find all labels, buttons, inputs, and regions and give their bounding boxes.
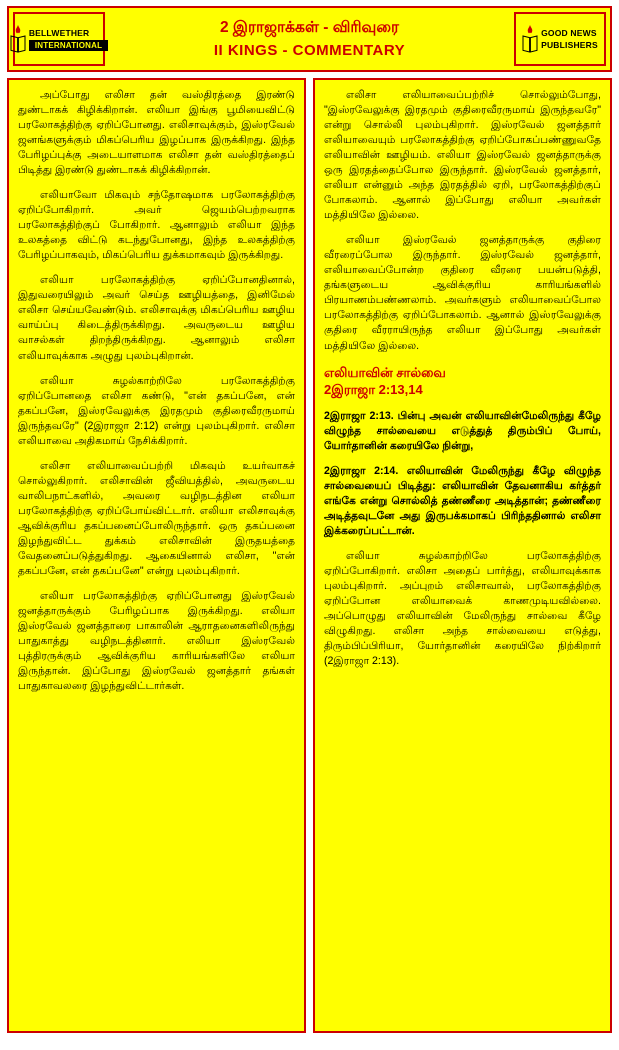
page-title-tamil: 2 இராஜாக்கள் - விரிவுரை [219, 19, 400, 37]
paragraph: எலியா பரலோகத்திற்கு ஏறிப்போனதினால், இதுவரையிலும் அவர் செய்த ஊழியத்தை, இனிமேல் எலிசா செய்யவேண்டும். எலிசாவுக்கு மிகப்பெரிய ஊழிய வாய்ப்பு கிடைத்திருக்கிறது. அவருடைய ஊழிய வாசல்கள் திறந்திருக்கிறது. ஆனாலும் எலிசா எலியாவுக்காக அழுது புலம்புகிறான். [18, 274, 295, 362]
logo-left-line2: INTERNATIONAL [29, 40, 108, 51]
publisher-logo-right [514, 12, 606, 66]
content-columns [7, 78, 612, 1033]
section-heading-title: எலியாவின் சால்வை [324, 364, 446, 380]
paragraph: எலியாவோ மிகவும் சந்தோஷமாக பரலோகத்திற்கு ஏறிப்போகிறார். அவர் ஜெயம்பெற்றவராக பரலோகத்திற்குப் போகிறார். ஆனாலும் எலியா இந்த உலகத்தை விட்டு கடந்துபோனது, இந்த உலகத்திற்கு பேரிழப்பாகவும், மிகப்பெரிய துக்கமாகவும் இருக்கிறது. [18, 189, 295, 262]
paragraph: எலியா சுழல்காற்றிலே பரலோகத்திற்கு ஏறிப்போகிறார். எலிசா அதைப் பார்த்து, எலியாவுக்காக புலம்புகிறார். அப்புறம் எலிசாவால், பரலோகத்திற்கு ஏறிப்போன எலியாவைக் காணமுடியவில்லை. அப்பொழுது எலியாவின் மேலிருந்து சால்வை கீழே விழுகிறது. எலிசா அந்த சால்வையை எடுத்து, திரும்பிப்பிரியா, யோர்தானின் கரையிலே நிற்கிறார் (2இராஜா 2:13). [324, 549, 601, 668]
scripture-verse-14: 2இராஜா 2:14. எலியாவின் மேலிருந்து கீழே விழுந்த சால்வையைப் பிடித்து: எலியாவின் தேவனாகிய கர்த்தர் எங்கே என்று சொல்லித் தண்ணீரை அடித்தான்; தண்ணீரை அடித்தவுடனே அது இருபக்கமாகப் பிரிந்ததினால் எலிசா இக்கரைப்பட்டான். [324, 464, 601, 537]
open-book-flame-icon [522, 24, 538, 54]
paragraph: எலியா இஸ்ரவேல் ஜனத்தாருக்கு குதிரை வீரரைப்போல இருந்தார். இஸ்ரவேல் ஜனத்தார், எலியாவைப்போன்ற குதிரை வீரரை பயன்படுத்தி, தங்களுடைய ஆவிக்குரிய காரியங்களில் பிரயாணம்பண்ணலாம். அவர்களும் எலியாவைப்போல பரலோகத்திற்கு ஏறிப்போகலாம். ஆனால் இஸ்ரவேலுக்கு குதிரை வீரராயிருந்த எலியா இப்போது அவர்கள் மத்தியிலே இல்லை. [324, 234, 601, 352]
section-heading [324, 364, 601, 399]
paragraph: அப்போது எலிசா தன் வஸ்திரத்தை இரண்டு துண்டாகக் கிழிக்கிறான். எலியா இங்கு பூமியைவிட்டு பரலோகத்திற்கு ஏறிப்போனது. எலிசாவுக்கும், இஸ்ரவேல் ஜனங்களுக்கும் மிகப்பெரிய இழப்பாக இருக்கிறது. இந்த பேரிழப்புக்கு அடையாளமாக எலிசா தன் வஸ்திரத்தைப் பிடித்து இரண்டு துண்டாகக் கிழிக்கிறான். [18, 89, 295, 177]
right-text-column [313, 78, 612, 1033]
scripture-verse-13: 2இராஜா 2:13. பின்பு அவன் எலியாவின்மேலிருந்து கீழே விழுந்த சால்வையை எடுத்துத் திரும்பிப் போய், யோர்தானின் கரையிலே நின்று, [324, 409, 601, 452]
left-text-column [7, 78, 306, 1033]
header-titles [109, 8, 510, 70]
open-book-flame-icon [10, 24, 26, 54]
logo-left-line1: BELLWETHER [28, 27, 90, 38]
section-heading-reference: 2இராஜா 2:13,14 [324, 382, 423, 398]
publisher-logo-left [13, 12, 105, 66]
paragraph: எலியா பரலோகத்திற்கு ஏறிப்போனது இஸ்ரவேல் ஜனத்தாருக்கும் பேரிழப்பாக இருக்கிறது. எலியா இஸ்ரவேல் ஜனத்தாரை பாகாலின் ஆராதனைகளிலிருந்து பாதுகாத்து வழிநடத்தினார். எலியா இஸ்ரவேல் புத்திரருக்கும் ஆவிக்குரிய காரியங்களிலே எலியா இருந்தான். இப்போது இஸ்ரவேல் ஜனத்தார் தங்கள் பாதுகாவலரை இழந்துவிட்டார்கள். [18, 589, 295, 693]
page-title-english: II KINGS - COMMENTARY [213, 41, 406, 59]
logo-right-line2: PUBLISHERS [541, 40, 598, 50]
commentary-page [0, 6, 619, 1050]
logo-right-line1: GOOD NEWS [541, 28, 597, 38]
paragraph: எலிசா எலியாவைப்பற்றிச் சொல்லும்போது, "இஸ்ரவேலுக்கு இரதமும் குதிரைவீரருமாய் இருந்தவரே" என்று சொல்லி புலம்புகிறார். இஸ்ரவேல் ஜனத்தார் எலியாவையும் பரலோகத்திற்கு ஏறிப்போகப்பண்ணுவதே எலியாவின் ஊழியம். எலியா இஸ்ரவேல் ஜனத்தாருக்கு ஒரு இரதத்தைப்போல இருந்தார். இஸ்ரவேல் ஜனத்தார், எலியா என்னும் அந்த இரதத்தில் ஏறி, பரலோகத்திற்குப் போகலாம். ஆனால் இப்போது எலியா அவர்கள் மத்தியிலே இல்லை. [324, 89, 601, 222]
page-header [7, 6, 612, 72]
paragraph: எலிசா எலியாவைப்பற்றி மிகவும் உயர்வாகச் சொல்லுகிறார். எலிசாவின் ஜீவியத்தில், அவருடைய வாலிபநாட்களில், அவரை வழிநடத்தின எலியா பரலோகத்திற்கு ஏறிப்போய்விட்டார். எலியா எலிசாவுக்கு ஆவிக்குரிய தகப்பனைப்போலிருந்தார். ஒரு தகப்பனை இழந்துவிட்ட துக்கம் எலிசாவின் இருதயத்தை வேதனைப்படுத்துகிறது. ஆகையினால் எலிசா, "என் தகப்பனே, என் தகப்பனே" என்று புலம்புகிறார். [18, 459, 295, 577]
paragraph: எலியா சுழல்காற்றிலே பரலோகத்திற்கு ஏறிப்போனதை எலிசா கண்டு, "என் தகப்பனே, என் தகப்பனே, இஸ்ரவேலுக்கு இரதமும் குதிரைவீரருமாய் இருந்தவரே" (2இராஜா 2:12) என்று புலம்புகிறார். எலிசா எலியாவை அதிகமாய் நேசிக்கிறார். [18, 374, 295, 447]
